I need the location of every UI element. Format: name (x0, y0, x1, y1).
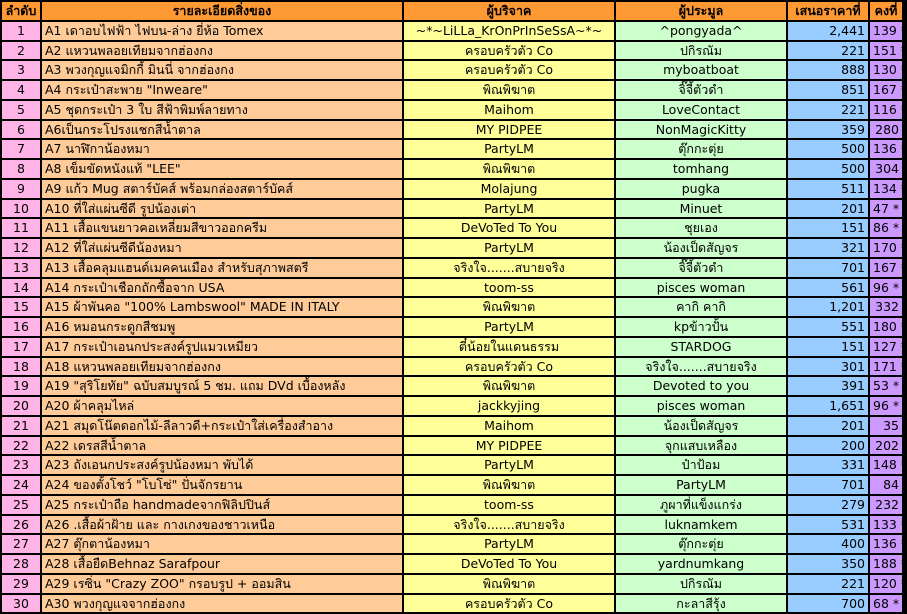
bid-price: 151 (788, 219, 868, 237)
bidder-name: pugka (616, 180, 786, 198)
table-row (2, 496, 902, 514)
row-number: 6 (2, 121, 40, 139)
bid-price: 200 (788, 437, 868, 455)
table-row (2, 298, 902, 316)
donor-name: Maihom (404, 417, 614, 435)
row-number: 23 (2, 456, 40, 474)
row-number: 19 (2, 377, 40, 395)
bid-price: 359 (788, 121, 868, 139)
row-number: 7 (2, 140, 40, 158)
bid-count: 68 * (870, 595, 902, 613)
bid-count: 35 (870, 417, 902, 435)
table-row (2, 456, 902, 474)
donor-name: ~*~LiLLa_KrOnPrInSeSsA~*~ (404, 22, 614, 40)
header-bidder: ผู้ประมูล (616, 2, 786, 20)
table-body (2, 22, 907, 613)
table-row (2, 42, 902, 60)
bidder-name: คากิ คากิ (616, 298, 786, 316)
bid-price: 331 (788, 456, 868, 474)
item-description: A21 สมุดโน๊ตดอกไม้-ลีลาวดี+กระเป๋าใส่เครื่องสำอาง (42, 417, 402, 435)
item-description: A28 เสื้อยืดBehnaz Sarafpour (42, 555, 402, 573)
table-row (2, 338, 902, 356)
table-row (2, 279, 902, 297)
donor-name: toom-ss (404, 279, 614, 297)
bid-price: 400 (788, 535, 868, 553)
item-description: A17 กระเป๋าเอนกประสงค์รูปแมวเหมียว (42, 338, 402, 356)
bidder-name: ปกิรณัม (616, 575, 786, 593)
donor-name: toom-ss (404, 496, 614, 514)
donor-name: ครอบครัวตัว Co (404, 42, 614, 60)
row-number: 20 (2, 397, 40, 415)
table-row (2, 121, 902, 139)
bid-price: 531 (788, 516, 868, 534)
row-number: 26 (2, 516, 40, 534)
item-description: A1 เดาอบไฟฟ้า ไฟบน-ล่าง ยี่ห้อ Tomex (42, 22, 402, 40)
bid-count: 47 * (870, 200, 902, 218)
row-number: 25 (2, 496, 40, 514)
item-description: A29 เรซิ่น "Crazy ZOO" กรอบรูป + ออมสิน (42, 575, 402, 593)
row-number: 3 (2, 61, 40, 79)
table-row (2, 200, 902, 218)
bid-price: 511 (788, 180, 868, 198)
table-row (2, 397, 902, 415)
donor-name: Maihom (404, 101, 614, 119)
item-description: A19 "สุริโยทัย" ฉบับสมบูรณ์ 5 ชม. แถม DVd เบื้องหลัง (42, 377, 402, 395)
item-description: A8 เข็มขัดหนังแท้ "LEE" (42, 160, 402, 178)
table-row (2, 555, 902, 573)
donor-name: พิณพิฆาต (404, 298, 614, 316)
bid-count: 167 * (870, 81, 902, 99)
donor-name: จริงใจ.......สบายจริง (404, 259, 614, 277)
item-description: A3 พวงกุญแจมิกกี้ มินนี่ จากฮ่องกง (42, 61, 402, 79)
bidder-name: ตุ๊กกะตุ่ย (616, 140, 786, 158)
bid-count: 130 * (870, 61, 902, 79)
item-description: A6เป็นกระโปรงแชกสีน้ำตาล (42, 121, 402, 139)
bid-price: 221 (788, 575, 868, 593)
bid-count: 120 * (870, 575, 902, 593)
donor-name: PartyLM (404, 318, 614, 336)
bid-price: 201 (788, 200, 868, 218)
donor-name: PartyLM (404, 239, 614, 257)
row-number: 27 (2, 535, 40, 553)
row-number: 13 (2, 259, 40, 277)
bidder-name: จิ๊จี้ตัวดำ (616, 81, 786, 99)
row-number: 10 (2, 200, 40, 218)
bid-price: 279 (788, 496, 868, 514)
table-row (2, 417, 902, 435)
bid-count: 136 * (870, 535, 902, 553)
bidder-name: yardnumkang (616, 555, 786, 573)
bidder-name: น้องเป็ดสัญจร (616, 417, 786, 435)
bidder-name: จุกแสบเหลือง (616, 437, 786, 455)
header-price: เสนอราคาที่ (788, 2, 868, 20)
bid-count: 84 (870, 476, 902, 494)
table-row (2, 101, 902, 119)
item-description: A20 ผ้าคลุมไหล่ (42, 397, 402, 415)
item-description: A12 ที่ใส่แผ่นซีดีน้องหมา (42, 239, 402, 257)
donor-name: พิณพิฆาต (404, 476, 614, 494)
table-row (2, 377, 902, 395)
item-description: A25 กระเป๋าถือ handmadeจากฟิลิปปินส์ (42, 496, 402, 514)
bid-price: 151 (788, 338, 868, 356)
row-number: 28 (2, 555, 40, 573)
item-description: A15 ผ้าพันคอ "100% Lambswool" MADE IN ITALY (42, 298, 402, 316)
bid-count: 136 * (870, 140, 902, 158)
row-number: 11 (2, 219, 40, 237)
bid-count: 151 * (870, 42, 902, 60)
table-row (2, 61, 902, 79)
row-number: 21 (2, 417, 40, 435)
donor-name: พิณพิฆาต (404, 377, 614, 395)
bidder-name: LoveContact (616, 101, 786, 119)
row-number: 14 (2, 279, 40, 297)
donor-name: ครอบครัวตัว Co (404, 358, 614, 376)
item-description: A27 ตุ๊กตาน้องหมา (42, 535, 402, 553)
bidder-name: ^pongyada^ (616, 22, 786, 40)
item-description: A16 หมอนกระดูกสีชมพู (42, 318, 402, 336)
item-description: A30 พวงกุญแจจากฮ่องกง (42, 595, 402, 613)
item-description: A13 เสื้อคลุมแฮนด์เมคคนเมือง สำหรับสุภาพสตรี (42, 259, 402, 277)
bidder-name: ปกิรณัม (616, 42, 786, 60)
bidder-name: จริงใจ.......สบายจริง (616, 358, 786, 376)
bidder-name: Devoted to you (616, 377, 786, 395)
bidder-name: tomhang (616, 160, 786, 178)
item-description: A23 ถังเอนกประสงค์รูปน้องหมา พับได้ (42, 456, 402, 474)
donor-name: jackkyjing (404, 397, 614, 415)
item-description: A10 ที่ใส่แผ่นซีดี รูปน้องเต่า (42, 200, 402, 218)
bid-count: 167 * (870, 259, 902, 277)
table-row (2, 140, 902, 158)
bid-price: 2,441 (788, 22, 868, 40)
donor-name: PartyLM (404, 140, 614, 158)
donor-name: DeVoTed To You (404, 555, 614, 573)
header-row (2, 2, 902, 20)
row-number: 1 (2, 22, 40, 40)
item-description: A7 นาฬิกาน้องหมา (42, 140, 402, 158)
donor-name: Molajung (404, 180, 614, 198)
bid-price: 391 (788, 377, 868, 395)
bid-count: 180 * (870, 318, 902, 336)
bid-count: 332 (870, 298, 902, 316)
bidder-name: kpข้าวปั้น (616, 318, 786, 336)
bid-price: 888 (788, 61, 868, 79)
bid-price: 701 (788, 259, 868, 277)
table-row (2, 259, 902, 277)
bid-count: 134 * (870, 180, 902, 198)
donor-name: พิณพิฆาต (404, 160, 614, 178)
bid-price: 851 (788, 81, 868, 99)
bidder-name: ภูผาที่แข็งแกร่ง (616, 496, 786, 514)
bidder-name: pisces woman (616, 397, 786, 415)
row-number: 17 (2, 338, 40, 356)
table-row (2, 160, 902, 178)
bidder-name: Minuet (616, 200, 786, 218)
table-row (2, 516, 902, 534)
bidder-name: myboatboat (616, 61, 786, 79)
bidder-name: กะลาสีรุ้ง (616, 595, 786, 613)
donor-name: ตี๋น้อยในแดนธรรม (404, 338, 614, 356)
donor-name: MY PIDPEE (404, 437, 614, 455)
bid-price: 500 (788, 140, 868, 158)
table-row (2, 22, 902, 40)
donor-name: ครอบครัวตัว Co (404, 61, 614, 79)
item-description: A24 ของตั้งโชว์ "โบโซ่" ปั่นจักรยาน (42, 476, 402, 494)
item-description: A2 แหวนพลอยเทียมจากฮ่องกง (42, 42, 402, 60)
bidder-name: ตุ๊กกะตุ่ย (616, 535, 786, 553)
row-number: 15 (2, 298, 40, 316)
bid-price: 700 (788, 595, 868, 613)
table-row (2, 476, 902, 494)
item-description: A26 .เสื้อผ้าฝ้าย และ กางเกงของชาวเหนือ (42, 516, 402, 534)
bidder-name: ชุยเอง (616, 219, 786, 237)
bidder-name: STARDOG (616, 338, 786, 356)
bid-count: 232 (870, 496, 902, 514)
bid-price: 301 (788, 358, 868, 376)
table-row (2, 535, 902, 553)
table-row (2, 239, 902, 257)
bid-count: 86 * (870, 219, 902, 237)
bidder-name: luknamkem (616, 516, 786, 534)
bid-price: 221 (788, 101, 868, 119)
donor-name: พิณพิฆาต (404, 81, 614, 99)
item-description: A11 เสื้อแขนยาวคอเหลี่ยมสีขาวออกครีม (42, 219, 402, 237)
bid-count: 53 * (870, 377, 902, 395)
donor-name: MY PIDPEE (404, 121, 614, 139)
bid-price: 561 (788, 279, 868, 297)
row-number: 5 (2, 101, 40, 119)
table-row (2, 81, 902, 99)
bid-count: 133 * (870, 516, 902, 534)
donor-name: PartyLM (404, 535, 614, 553)
bid-price: 350 (788, 555, 868, 573)
bidder-name: NonMagicKitty (616, 121, 786, 139)
header-donor: ผู้บริจาค (404, 2, 614, 20)
bid-count: 116 * (870, 101, 902, 119)
bid-count: 171 * (870, 358, 902, 376)
bid-count: 202 (870, 437, 902, 455)
bid-count: 170 * (870, 239, 902, 257)
item-description: A18 แหวนพลอยเทียมจากฮ่องกง (42, 358, 402, 376)
item-description: A14 กระเป๋าเชือกถักซื้อจาก USA (42, 279, 402, 297)
bid-price: 551 (788, 318, 868, 336)
header-no: ลำดับ (2, 2, 40, 20)
row-number: 24 (2, 476, 40, 494)
row-number: 4 (2, 81, 40, 99)
bidder-name: pisces woman (616, 279, 786, 297)
table-row (2, 219, 902, 237)
row-number: 2 (2, 42, 40, 60)
item-description: A5 ชุดกระเป๋า 3 ใบ สีฟ้าพิมพ์ลายทาง (42, 101, 402, 119)
bid-price: 201 (788, 417, 868, 435)
item-description: A9 แก้ว Mug สตาร์บัคส์ พร้อมกล่องสตาร์บัคส์ (42, 180, 402, 198)
table-row (2, 180, 902, 198)
row-number: 12 (2, 239, 40, 257)
table-row (2, 575, 902, 593)
bid-count: 148 * (870, 456, 902, 474)
item-description: A22 เดรสสีน้ำตาล (42, 437, 402, 455)
bidder-name: จิ๊จี้ตัวดำ (616, 259, 786, 277)
bid-price: 1,201 (788, 298, 868, 316)
row-number: 22 (2, 437, 40, 455)
bid-count: 304 (870, 160, 902, 178)
row-number: 30 (2, 595, 40, 613)
bid-count: 188 * (870, 555, 902, 573)
bid-count: 127 * (870, 338, 902, 356)
bid-price: 701 (788, 476, 868, 494)
bidder-name: PartyLM (616, 476, 786, 494)
row-number: 9 (2, 180, 40, 198)
header-item: รายละเอียดสิ่งของ (42, 2, 402, 20)
bidder-name: ป๋าป้อม (616, 456, 786, 474)
bid-price: 1,651 (788, 397, 868, 415)
row-number: 29 (2, 575, 40, 593)
bid-count: 280 (870, 121, 902, 139)
table-row (2, 358, 902, 376)
bid-price: 500 (788, 160, 868, 178)
donor-name: DeVoTed To You (404, 219, 614, 237)
donor-name: PartyLM (404, 200, 614, 218)
bid-count: 96 * (870, 397, 902, 415)
row-number: 8 (2, 160, 40, 178)
donor-name: จริงใจ.......สบายจริง (404, 516, 614, 534)
table-row (2, 437, 902, 455)
bid-price: 321 (788, 239, 868, 257)
table-row (2, 595, 902, 613)
donor-name: ครอบครัวตัว Co (404, 595, 614, 613)
row-number: 18 (2, 358, 40, 376)
header-times: คงที่ (870, 2, 902, 20)
row-number: 16 (2, 318, 40, 336)
donor-name: PartyLM (404, 456, 614, 474)
donor-name: พิณพิฆาต (404, 575, 614, 593)
bid-count: 139 * (870, 22, 902, 40)
bid-count: 96 * (870, 279, 902, 297)
bid-price: 221 (788, 42, 868, 60)
item-description: A4 กระเป๋าสะพาย "Inweare" (42, 81, 402, 99)
bidder-name: น้องเป็ดสัญจร (616, 239, 786, 257)
table-row (2, 318, 902, 336)
